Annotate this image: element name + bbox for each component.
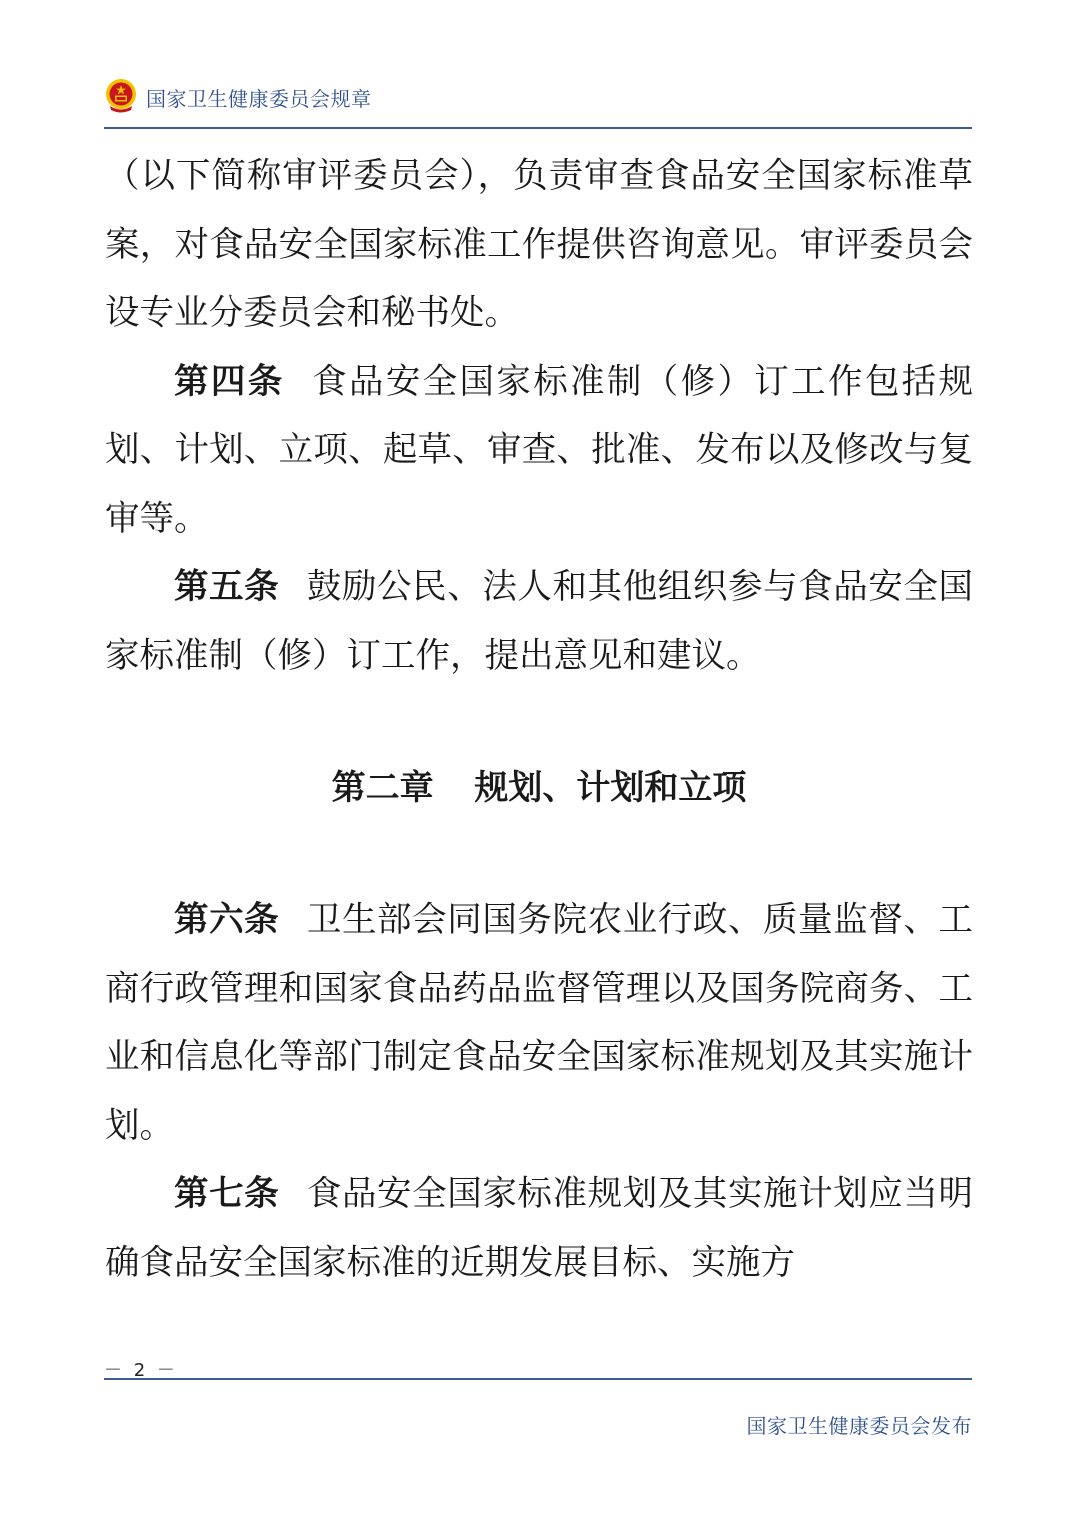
footer-rule (104, 1378, 972, 1380)
article-label: 第四条 (174, 361, 285, 402)
footer-publisher: 国家卫生健康委员会发布 (746, 1414, 972, 1438)
paragraph-text: 食品安全国家标准制（修）订工作包括规划、计划、立项、起草、审查、批准、发布以及修改与复审等。 (105, 361, 974, 539)
page-number: － 2 － (104, 1360, 178, 1381)
article-label: 第七条 (174, 1174, 280, 1214)
article-label: 第五条 (174, 567, 280, 607)
paragraph-text: 食品安全国家标准规划及其实施计划应当明确食品安全国家标准的近期发展目标、实施方 (105, 1174, 974, 1283)
article-label: 第六条 (174, 900, 280, 940)
article-paragraph (105, 886, 973, 1160)
article-paragraph (105, 1160, 973, 1297)
chapter-heading (105, 754, 973, 822)
paragraph-text: 卫生部会同国务院农业行政、质量监督、工商行政管理和国家食品药品监督管理以及国务院商务、工业和信息化等部门制定食品安全国家标准规划及其实施计划。 (105, 900, 974, 1146)
article-paragraph (105, 553, 973, 690)
document-body (105, 142, 973, 1297)
header-rule (104, 127, 972, 129)
paragraph-text: 鼓励公民、法人和其他组织参与食品安全国家标准制（修）订工作，提出意见和建议。 (105, 567, 974, 676)
page-header (104, 74, 972, 118)
chapter-title: 规划、计划和立项 (474, 768, 747, 808)
article-paragraph (105, 348, 973, 554)
paragraph-continuation (105, 142, 973, 348)
header-title: 国家卫生健康委员会规章 (146, 87, 372, 111)
chapter-number: 第二章 (331, 768, 434, 808)
paragraph-text: （以下简称审评委员会），负责审查食品安全国家标准草案，对食品安全国家标准工作提供咨询意见。审评委员会设专业分委员会和秘书处。 (105, 156, 973, 333)
national-emblem-icon (104, 76, 138, 114)
